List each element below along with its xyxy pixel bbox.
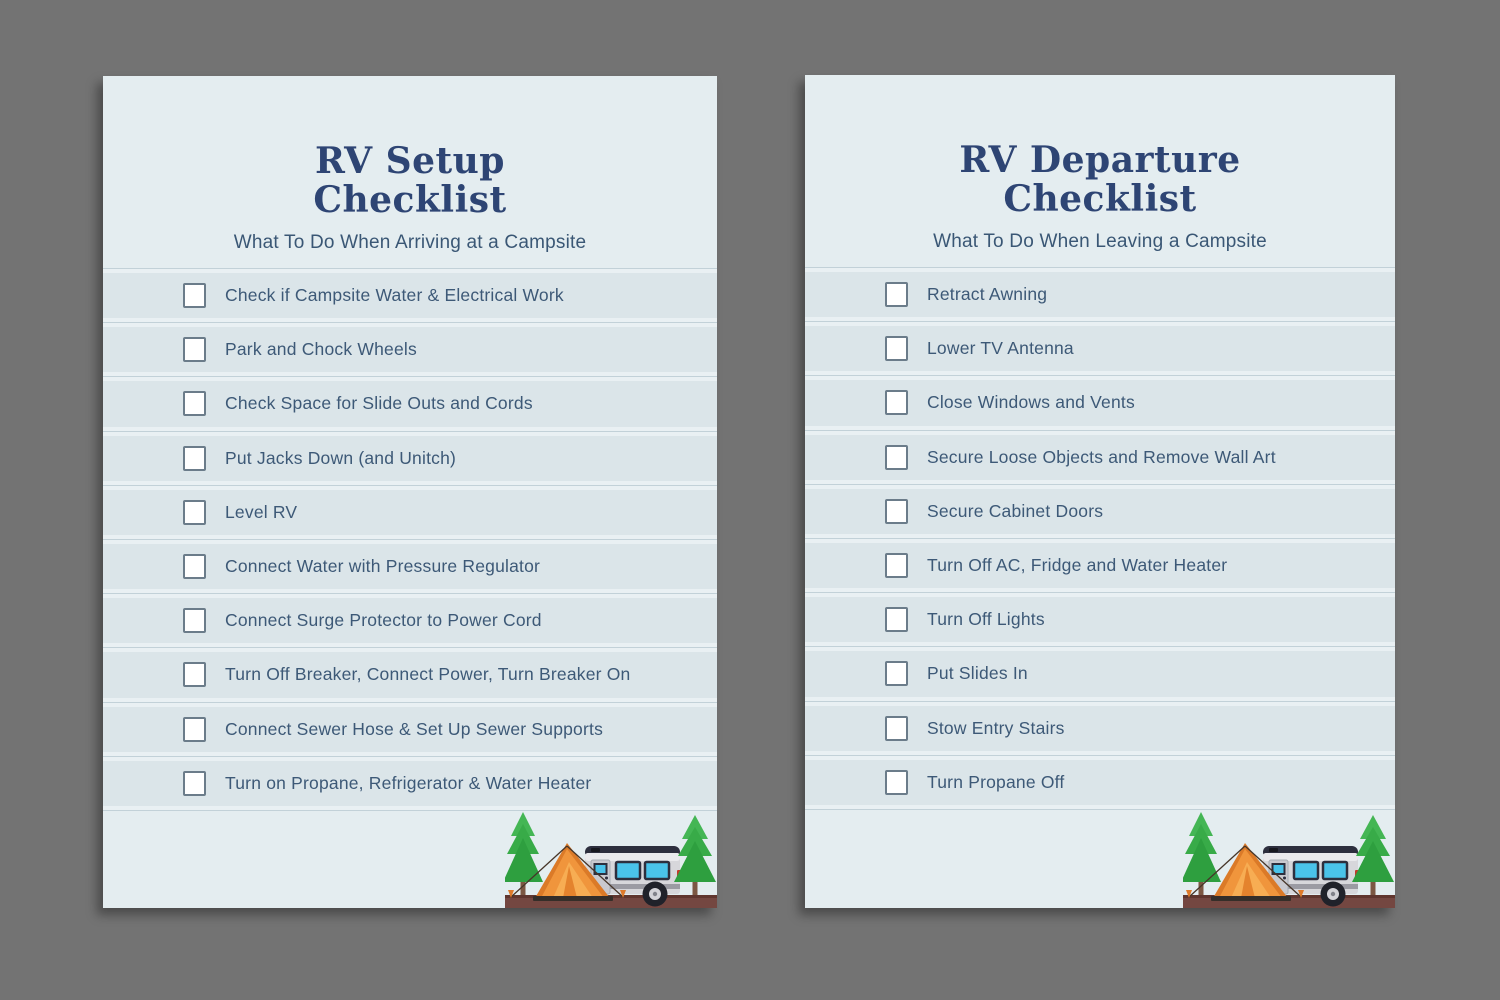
checkbox[interactable] <box>885 282 908 307</box>
card-title <box>313 142 506 220</box>
checklist-item-label: Turn Off AC, Fridge and Water Heater <box>927 555 1228 576</box>
checkbox[interactable] <box>885 336 908 361</box>
checklist-row <box>103 322 717 376</box>
checklist-item-label: Turn Off Lights <box>927 609 1045 630</box>
checklist <box>103 268 717 810</box>
checklist-item-label: Secure Loose Objects and Remove Wall Art <box>927 446 1276 467</box>
checklist-item-label: Stow Entry Stairs <box>927 717 1065 738</box>
checkbox[interactable] <box>885 445 908 470</box>
rv-departure-checklist-card <box>805 75 1395 908</box>
checkbox[interactable] <box>885 499 908 524</box>
checkbox[interactable] <box>885 770 908 795</box>
campsite-illustration <box>505 810 717 908</box>
checklist-row <box>103 539 717 593</box>
checklist-row <box>103 702 717 756</box>
checklist-row <box>103 268 717 322</box>
checklist-row <box>103 756 717 810</box>
card-subtitle: What To Do When Arriving at a Campsite <box>233 232 587 253</box>
checklist-item-label: Check if Campsite Water & Electrical Work <box>225 285 564 306</box>
checklist-item-label: Park and Chock Wheels <box>225 339 417 360</box>
card-header <box>805 75 1395 267</box>
checkbox[interactable] <box>885 553 908 578</box>
checklist-item-label: Secure Cabinet Doors <box>927 500 1104 521</box>
checkbox[interactable] <box>183 283 206 308</box>
checkbox[interactable] <box>183 446 206 471</box>
checklist-item-label: Put Jacks Down (and Unitch) <box>225 447 457 468</box>
checklist-row <box>805 267 1395 321</box>
checklist-row <box>103 431 717 485</box>
card-title-line1: RV Departure <box>959 139 1241 182</box>
checkbox[interactable] <box>183 391 206 416</box>
checkbox[interactable] <box>183 771 206 796</box>
checkbox[interactable] <box>183 608 206 633</box>
checkbox[interactable] <box>885 661 908 686</box>
checklist-item-label: Connect Sewer Hose & Set Up Sewer Supports <box>225 718 604 739</box>
checkbox[interactable] <box>183 500 206 525</box>
checklist-item-label: Connect Water with Pressure Regulator <box>225 556 541 577</box>
checklist-row <box>103 485 717 539</box>
checklist-row <box>103 593 717 647</box>
rv-setup-checklist-card <box>103 76 717 908</box>
checklist-item-label: Level RV <box>225 501 298 522</box>
checklist-item-label: Turn on Propane, Refrigerator & Water Heater <box>225 772 592 793</box>
card-header <box>103 76 717 268</box>
card-title-line2: Checklist <box>313 179 507 222</box>
checkbox[interactable] <box>885 716 908 741</box>
checklist-item-label: Turn Propane Off <box>927 771 1065 792</box>
checklist-item-label: Put Slides In <box>927 663 1028 684</box>
checkbox[interactable] <box>183 662 206 687</box>
checkbox[interactable] <box>183 554 206 579</box>
card-title <box>959 141 1240 219</box>
checklist <box>805 267 1395 809</box>
card-subtitle: What To Do When Leaving a Campsite <box>933 231 1267 252</box>
campsite-illustration <box>1183 810 1395 908</box>
checklist-row <box>805 484 1395 538</box>
checklist-item-label: Turn Off Breaker, Connect Power, Turn Breaker On <box>225 664 631 685</box>
checklist-item-label: Retract Awning <box>927 284 1048 305</box>
checklist-row <box>103 647 717 701</box>
checklist-item-label: Lower TV Antenna <box>927 338 1074 359</box>
checkbox[interactable] <box>885 390 908 415</box>
checklist-row <box>805 755 1395 809</box>
checklist-row <box>805 646 1395 700</box>
checkbox[interactable] <box>183 717 206 742</box>
card-footer <box>805 809 1395 908</box>
card-footer <box>103 810 717 908</box>
checkbox[interactable] <box>885 607 908 632</box>
checklist-row <box>805 701 1395 755</box>
checklist-row <box>805 538 1395 592</box>
checklist-item-label: Check Space for Slide Outs and Cords <box>225 393 533 414</box>
checklist-row <box>805 592 1395 646</box>
card-title-line1: RV Setup <box>315 140 505 183</box>
card-title-line2: Checklist <box>1003 178 1197 221</box>
checklist-item-label: Close Windows and Vents <box>927 392 1135 413</box>
checklist-row <box>805 430 1395 484</box>
checklist-row <box>805 321 1395 375</box>
checkbox[interactable] <box>183 337 206 362</box>
checklist-row <box>103 376 717 430</box>
checklist-item-label: Connect Surge Protector to Power Cord <box>225 610 542 631</box>
checklist-row <box>805 375 1395 429</box>
